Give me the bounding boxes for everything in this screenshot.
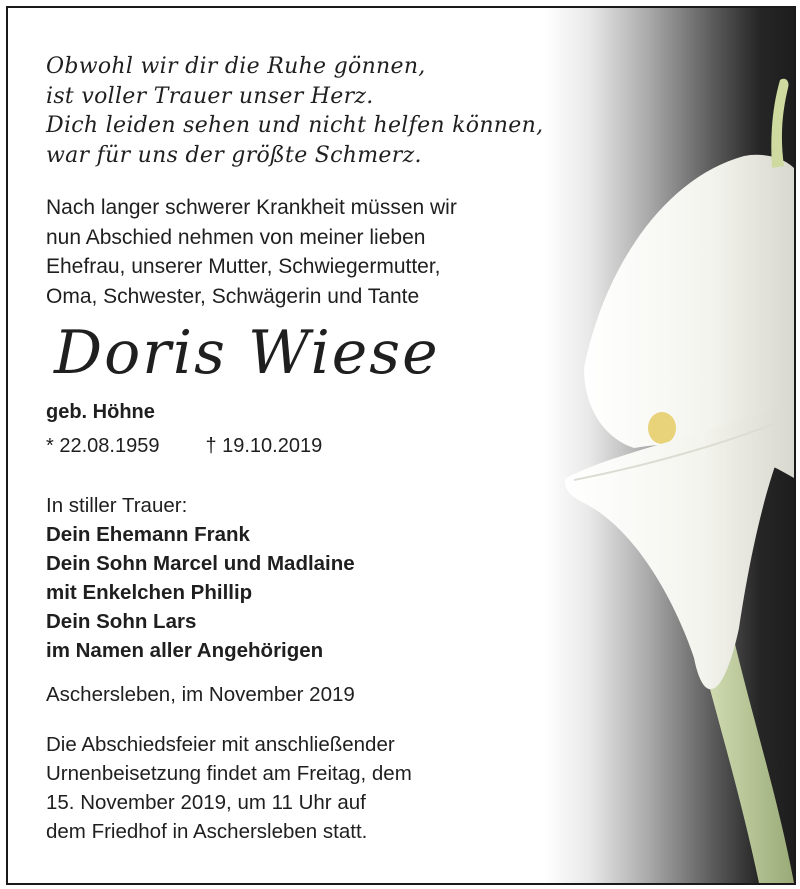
intro-line: nun Abschied nehmen von meiner lieben	[46, 225, 426, 249]
mourner: Dein Ehemann Frank	[46, 523, 250, 546]
poem-line: Obwohl wir dir die Ruhe gönnen,	[46, 54, 426, 79]
mourners-intro: In stiller Trauer:	[46, 494, 188, 517]
life-dates	[46, 435, 322, 458]
poem	[46, 52, 543, 170]
ceremony-line: 15. November 2019, um 11 Uhr auf	[46, 791, 366, 814]
intro-line: Nach langer schwerer Krankheit müssen wir	[46, 196, 457, 219]
birth-name: geb. Höhne	[46, 401, 155, 423]
mourner: Dein Sohn Lars	[46, 610, 197, 633]
intro-line: Ehefrau, unserer Mutter, Schwiegermutter,	[46, 255, 441, 278]
place-date: Aschersleben, im November 2019	[46, 683, 355, 706]
flower-panel	[544, 8, 794, 883]
deceased-name: Doris Wiese	[54, 318, 440, 388]
mourner: Dein Sohn Marcel und Madlaine	[46, 552, 355, 575]
poem-line: Dich leiden sehen und nicht helfen können,	[46, 113, 544, 138]
mourners	[46, 491, 355, 665]
poem-line: ist voller Trauer unser Herz.	[46, 83, 374, 109]
mourner: im Namen aller Angehörigen	[46, 639, 324, 662]
calla-lily-image	[544, 8, 794, 883]
poem-line: war für uns der größte Schmerz.	[46, 142, 422, 168]
ceremony-line: Urnenbeisetzung findet am Freitag, dem	[46, 762, 412, 785]
ceremony-info	[46, 730, 412, 846]
obituary-card	[6, 6, 796, 885]
intro-line: Oma, Schwester, Schwägerin und Tante	[46, 284, 420, 308]
ceremony-line: Die Abschiedsfeier mit anschließender	[46, 733, 395, 756]
ceremony-line: dem Friedhof in Aschersleben statt.	[46, 820, 368, 843]
mourner: mit Enkelchen Phillip	[46, 581, 253, 604]
birth-date: * 22.08.1959	[46, 435, 160, 457]
announcement-intro	[46, 193, 457, 311]
death-date: † 19.10.2019	[205, 435, 323, 457]
